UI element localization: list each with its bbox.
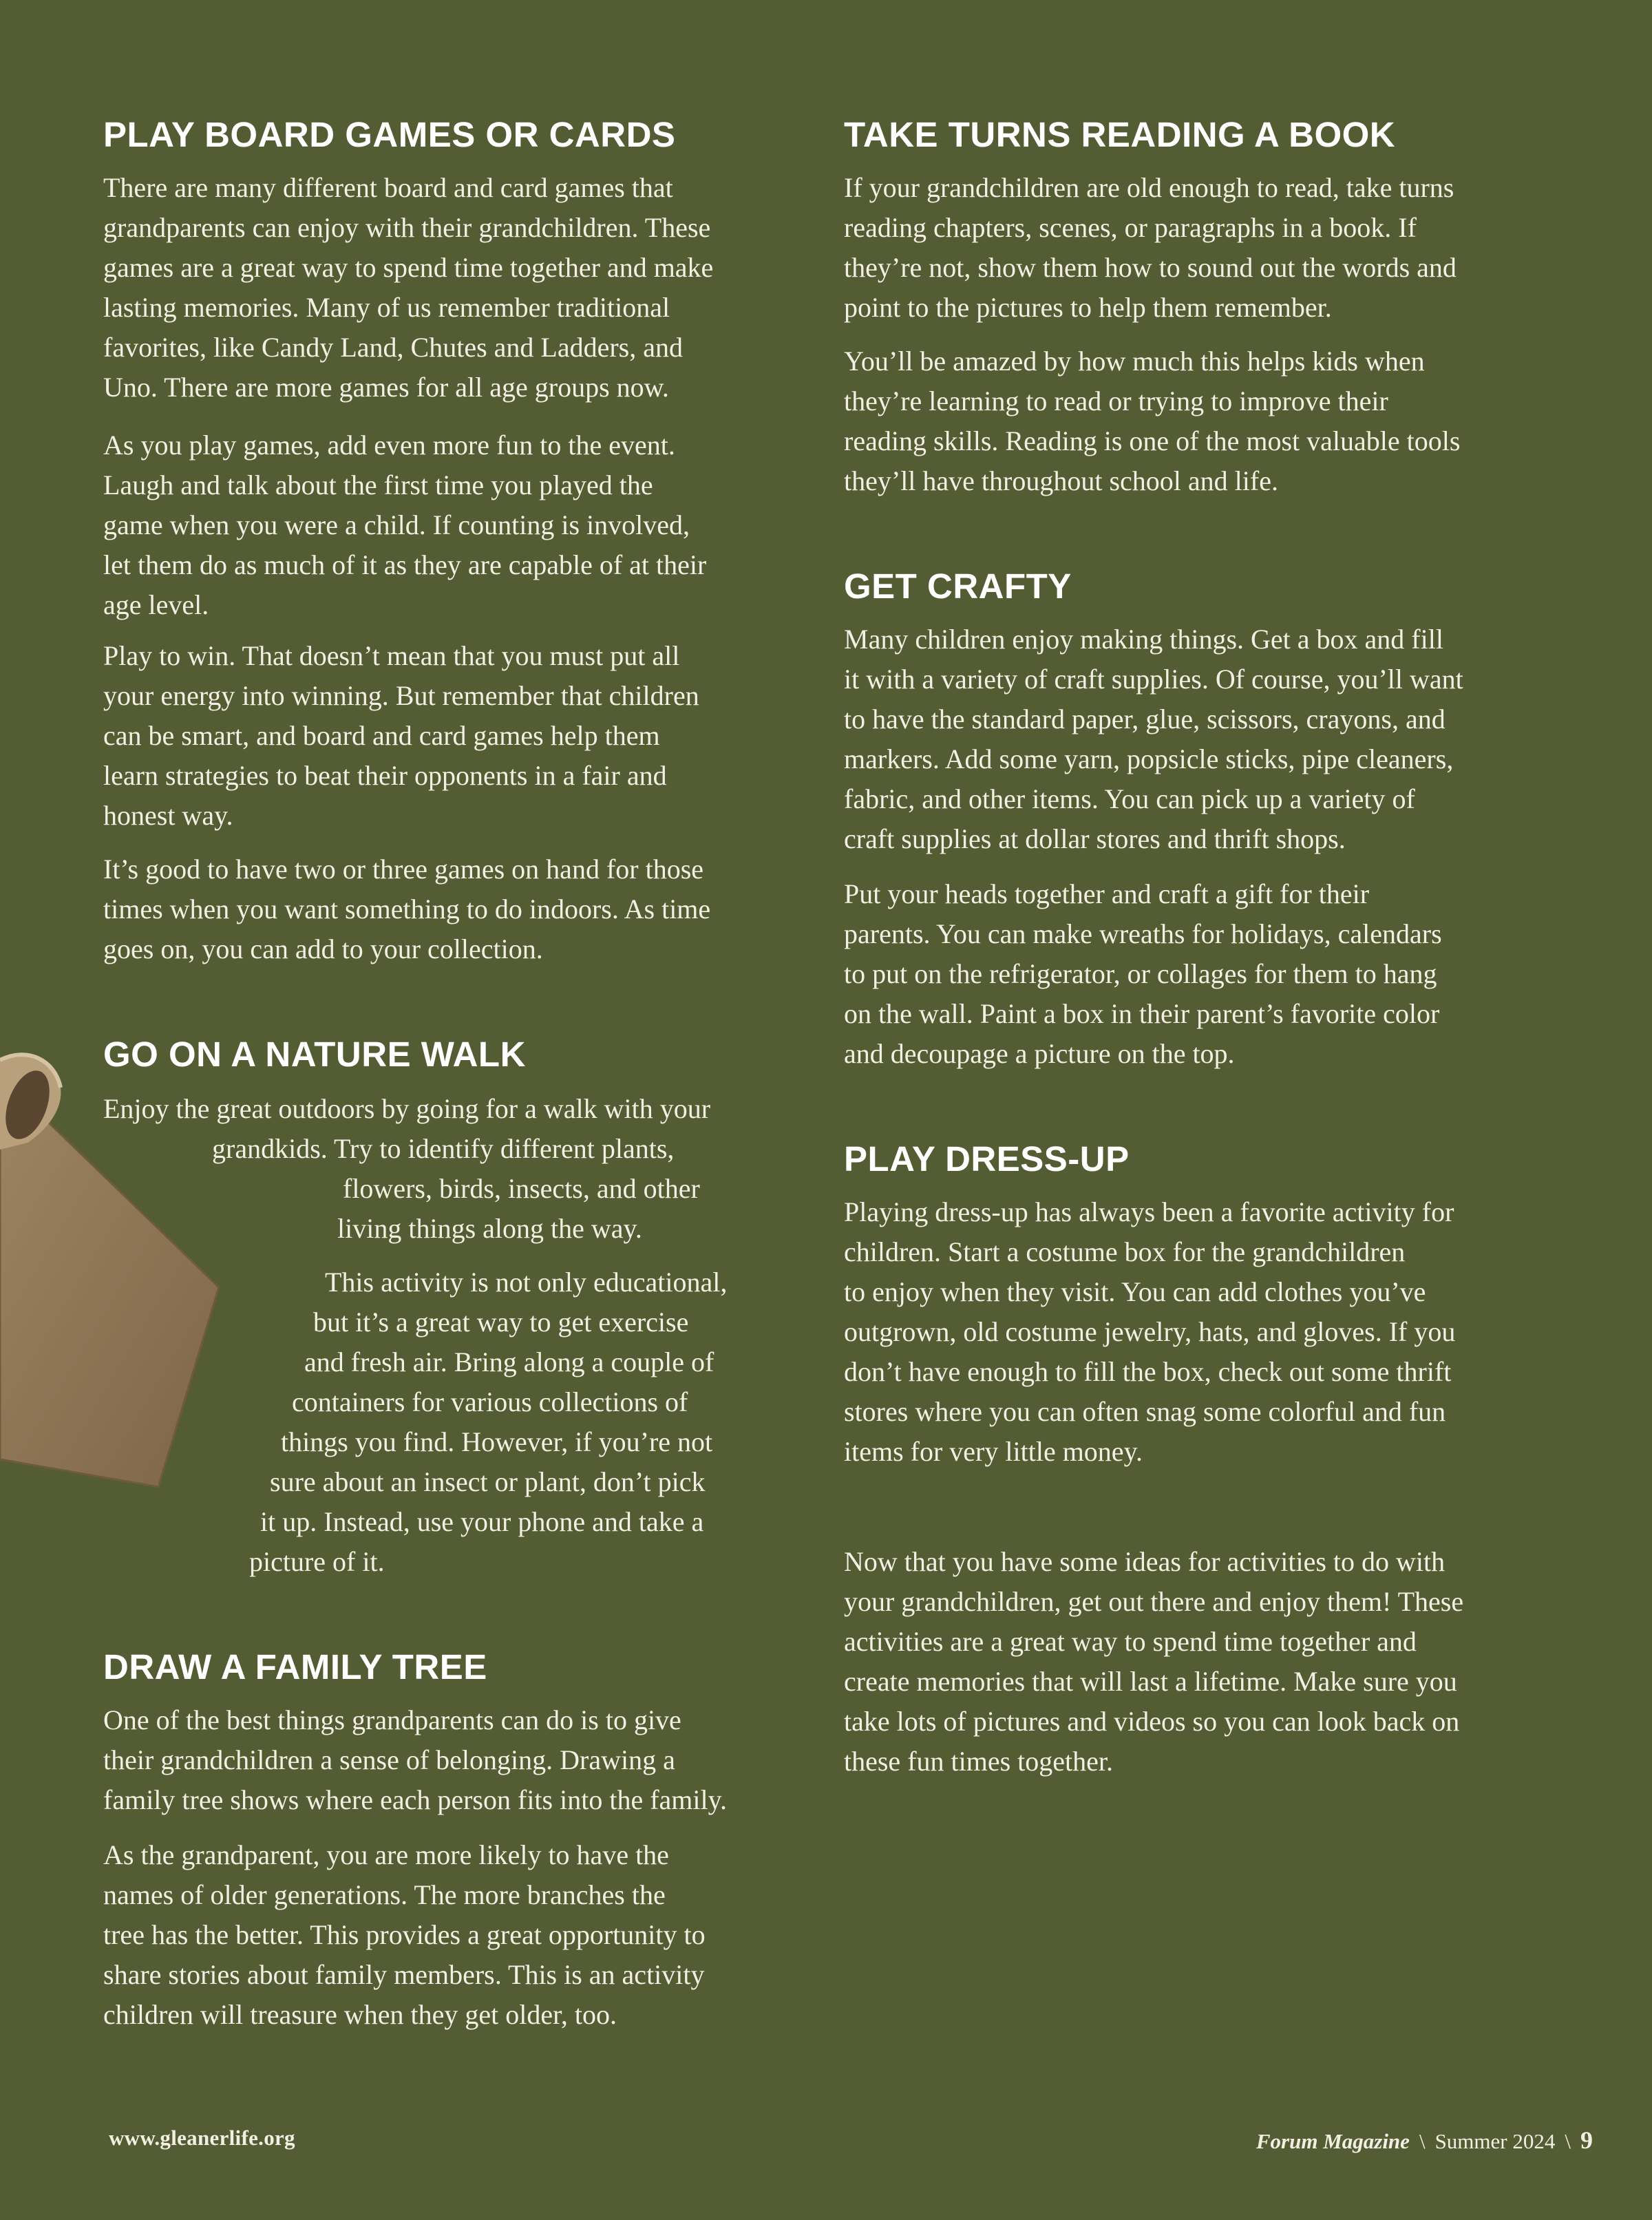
board-games-paragraph-3: Play to win. That doesn’t mean that you must put all your energy into winning. But remember that children can be smart, and board and card games help them learn strategies to beat their opponents in a fair and honest way. xyxy=(103,640,699,831)
nature-walk-line: it up. Instead, use your phone and take a xyxy=(260,1506,704,1537)
board-games-paragraph-1: There are many different board and card games that grandparents can enjoy with their grandchildren. These games are a great way to spend time together and make lasting memories. Many of us remember traditional favorites, like Candy Land, Chutes and Ladders, and Uno. There are more games for all age groups now. xyxy=(103,172,714,403)
board-games-paragraph-2: As you play games, add even more fun to the event. Laugh and talk about the first time you played the game when you were a child. If counting is involved, let them do as much of it as they are capable of at their age level. xyxy=(103,430,707,620)
footer-separator: \ xyxy=(1419,2129,1426,2153)
heading-reading: TAKE TURNS READING A BOOK xyxy=(844,115,1396,154)
nature-walk-line: containers for various collections of xyxy=(292,1386,688,1417)
crafty-paragraph-1: Many children enjoy making things. Get a box and fill it with a variety of craft supplies. Of course, you’ll want to have the standard paper, glue, scissors, crayons, and markers. Add some yarn, popsicle sticks, pipe cleaners, fabric, and other items. You can pick up a variety of craft supplies at dollar stores and thrift shops. xyxy=(844,624,1463,854)
page-number: 9 xyxy=(1580,2126,1593,2154)
reading-paragraph-1: If your grandchildren are old enough to read, take turns reading chapters, scenes, or paragraphs in a book. If they’re not, show them how to sound out the words and point to the pictures to help them remember. xyxy=(844,172,1457,323)
heading-dress-up: PLAY DRESS-UP xyxy=(844,1139,1130,1178)
nature-walk-line: Enjoy the great outdoors by going for a walk with your xyxy=(103,1093,711,1124)
issue-label: Summer 2024 xyxy=(1434,2129,1556,2153)
nature-walk-line: picture of it. xyxy=(249,1546,385,1577)
footer-url-link[interactable]: www.gleanerlife.org xyxy=(109,2126,295,2150)
nature-walk-line: grandkids. Try to identify different plants, xyxy=(212,1133,675,1164)
crafty-paragraph-2: Put your heads together and craft a gift for their parents. You can make wreaths for holidays, calendars to put on the refrigerator, or collages for them to hang on the wall. Paint a box in their parent’s favorite color and decoupage a picture on the top. xyxy=(844,878,1442,1069)
reading-paragraph-2: You’ll be amazed by how much this helps kids when they’re learning to read or trying to improve their reading skills. Reading is one of the most valuable tools they’ll have throughout school and life. xyxy=(844,346,1461,496)
footer-separator: \ xyxy=(1565,2129,1571,2153)
closing-paragraph: Now that you have some ideas for activities to do with your grandchildren, get out there and enjoy them! These activities are a great way to spend time together and create memories that will last a lifetime. Make sure you take lots of pictures and videos so you can look back on these fun times together. xyxy=(844,1546,1464,1777)
family-tree-paragraph-1: One of the best things grandparents can do is to give their grandchildren a sense of belonging. Drawing a family tree shows where each person fits into the family. xyxy=(103,1704,728,1815)
footer-issue-info xyxy=(1256,2126,1593,2155)
board-games-paragraph-4: It’s good to have two or three games on hand for those times when you want something to do indoors. As time goes on, you can add to your collection. xyxy=(103,854,711,964)
heading-get-crafty: GET CRAFTY xyxy=(844,567,1072,606)
heading-family-tree: DRAW A FAMILY TREE xyxy=(103,1647,487,1687)
nature-walk-line: sure about an insect or plant, don’t pick xyxy=(270,1466,706,1497)
nature-walk-line: and fresh air. Bring along a couple of xyxy=(304,1346,714,1377)
nature-walk-line: living things along the way. xyxy=(337,1213,642,1244)
nature-walk-line: flowers, birds, insects, and other xyxy=(343,1173,700,1204)
nature-walk-line: but it’s a great way to get exercise xyxy=(313,1307,689,1338)
nature-walk-line: things you find. However, if you’re not xyxy=(281,1426,713,1457)
family-tree-paragraph-2: As the grandparent, you are more likely to have the names of older generations. The more branches the tree has the better. This provides a great opportunity to share stories about family members. This is an activity children will treasure when they get older, too. xyxy=(103,1839,706,2030)
heading-board-games: PLAY BOARD GAMES OR CARDS xyxy=(103,115,676,154)
magazine-name: Forum Magazine xyxy=(1256,2129,1410,2153)
dress-up-paragraph: Playing dress-up has always been a favorite activity for children. Start a costume box for the grandchildren to enjoy when they visit. You can add clothes you’ve outgrown, old costume jewelry, hats, and gloves. If you don’t have enough to fill the box, check out some thrift stores where you can often snag some colorful and fun items for very little money. xyxy=(844,1196,1456,1467)
nature-walk-line: This activity is not only educational, xyxy=(325,1267,728,1298)
heading-nature-walk: GO ON A NATURE WALK xyxy=(103,1035,526,1074)
